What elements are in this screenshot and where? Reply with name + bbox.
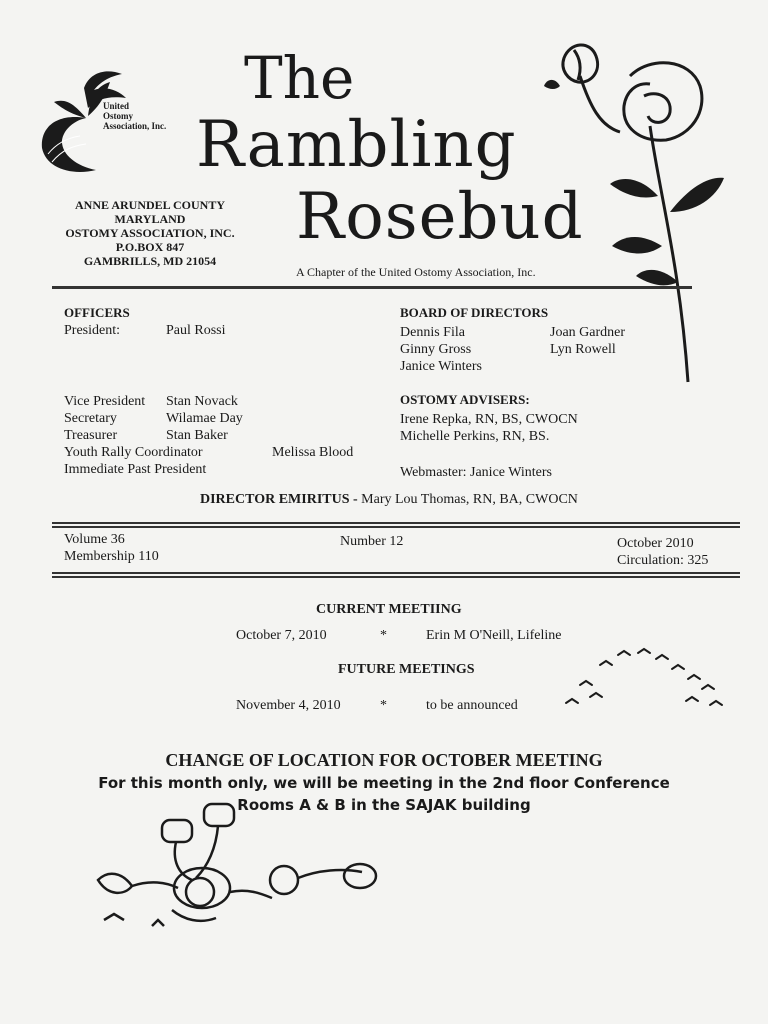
- officer-role: Vice President: [64, 394, 146, 409]
- address-line: OSTOMY ASSOCIATION, INC.: [65, 226, 235, 240]
- president-role: President:: [64, 323, 120, 338]
- officer-role: Secretary: [64, 411, 117, 426]
- board-member: Dennis Fila: [400, 325, 465, 340]
- director-emeritus: [200, 491, 578, 508]
- notice-line: For this month only, we will be meeting in the 2nd floor Conference: [98, 774, 670, 792]
- issue-date: October 2010: [617, 536, 694, 551]
- issue-right: [617, 535, 708, 569]
- current-meeting-speaker: Erin M O'Neill, Lifeline: [426, 628, 562, 643]
- divider: [52, 572, 740, 578]
- address-line: P.O.BOX 847: [115, 240, 185, 254]
- title-the: The: [244, 44, 355, 112]
- current-meeting-heading: CURRENT MEETIING: [316, 602, 462, 617]
- future-meeting-sep: *: [380, 698, 387, 713]
- officer-role: Treasurer: [64, 428, 118, 443]
- title-rosebud: Rosebud: [296, 180, 584, 254]
- board-member: Joan Gardner: [550, 325, 626, 340]
- future-meeting-date: November 4, 2010: [236, 698, 341, 713]
- circulation: Circulation: 325: [617, 553, 709, 568]
- officer-names: [166, 393, 243, 444]
- football-cartoon-icon: [92, 800, 382, 940]
- logo-text: [103, 101, 166, 131]
- issue-number: Number 12: [340, 534, 404, 549]
- board-heading: BOARD OF DIRECTORS: [400, 305, 549, 320]
- webmaster: Webmaster: Janice Winters: [400, 465, 552, 480]
- advisers-list: [400, 411, 578, 445]
- youth-rally-name: Melissa Blood: [272, 445, 354, 460]
- issue-left: [64, 531, 159, 565]
- adviser: Irene Repka, RN, BS, CWOCN: [400, 412, 578, 427]
- advisers-heading: OSTOMY ADVISERS:: [400, 392, 530, 407]
- officers-heading: OFFICERS: [64, 305, 130, 320]
- director-emeritus-name: Mary Lou Thomas, RN, BA, CWOCN: [361, 492, 578, 507]
- notice-line: Rooms A & B in the SAJAK building: [237, 796, 531, 814]
- board-member: Janice Winters: [400, 359, 482, 374]
- current-meeting-date: October 7, 2010: [236, 628, 327, 643]
- address-line: ANNE ARUNDEL COUNTY: [74, 198, 226, 212]
- director-emeritus-label: DIRECTOR EMIRITUS -: [200, 492, 358, 507]
- officer-name: Stan Baker: [166, 428, 228, 443]
- title-rambling: Rambling: [196, 108, 517, 182]
- mailing-address: [40, 198, 260, 268]
- officer-name: Stan Novack: [166, 394, 238, 409]
- logo-line: Ostomy: [103, 111, 133, 121]
- address-line: GAMBRILLS, MD 21054: [83, 254, 217, 268]
- officer-role: Immediate Past President: [64, 462, 207, 477]
- birds-icon: [560, 645, 730, 715]
- officer-role: Youth Rally Coordinator: [64, 445, 203, 460]
- volume: Volume 36: [64, 532, 125, 547]
- divider: [52, 286, 692, 289]
- board-col2: [550, 324, 625, 358]
- future-meetings-heading: FUTURE MEETINGS: [338, 662, 475, 677]
- current-meeting-sep: *: [380, 628, 387, 643]
- board-member: Lyn Rowell: [550, 342, 616, 357]
- future-meeting-speaker: to be announced: [426, 698, 518, 713]
- address-line: MARYLAND: [114, 212, 186, 226]
- adviser: Michelle Perkins, RN, BS.: [400, 429, 550, 444]
- logo-line: Association, Inc.: [103, 121, 167, 131]
- membership: Membership 110: [64, 549, 159, 564]
- logo-line: United: [103, 101, 130, 111]
- board-member: Ginny Gross: [400, 342, 472, 357]
- divider: [52, 522, 740, 528]
- notice-heading: CHANGE OF LOCATION FOR OCTOBER MEETING: [165, 750, 603, 770]
- president-name: Paul Rossi: [166, 323, 226, 338]
- board-col1: [400, 324, 482, 375]
- chapter-subtitle: A Chapter of the United Ostomy Association, Inc.: [296, 265, 536, 279]
- officer-name: Wilamae Day: [166, 411, 243, 426]
